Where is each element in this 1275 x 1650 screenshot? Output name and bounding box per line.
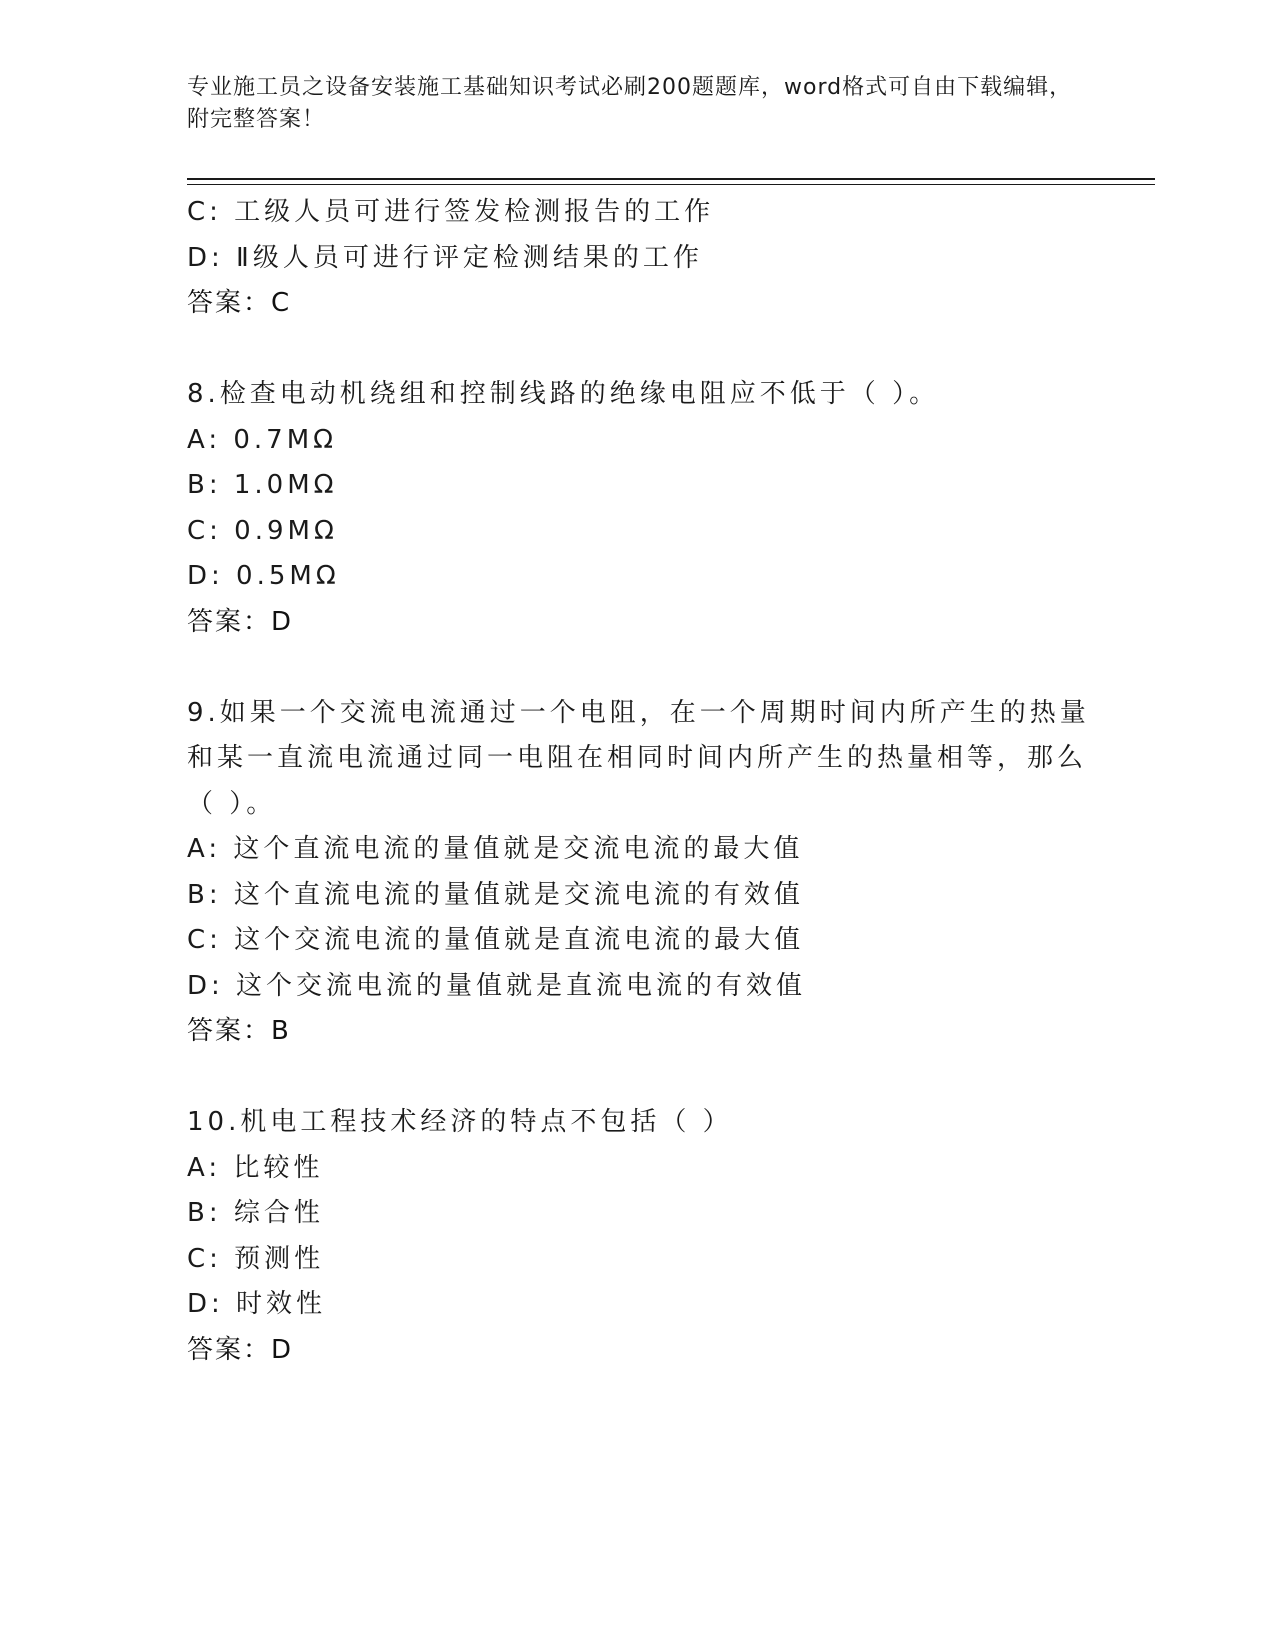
option-b: B: 1.0MΩ — [187, 470, 338, 500]
option-a: A: 0.7MΩ — [187, 424, 338, 455]
spacer — [187, 327, 1067, 373]
option-b: B: 综合性 — [187, 1198, 324, 1228]
option-a: A: 这个直流电流的量值就是交流电流的最大值 — [187, 834, 804, 864]
option-c: C: 0.9MΩ — [187, 515, 338, 546]
option-d: D: 这个交流电流的量值就是直流电流的有效值 — [187, 970, 807, 1001]
option-c: C: 工级人员可进行签发检测报告的工作 — [187, 197, 715, 227]
header-rule-thin — [187, 184, 1155, 185]
document-title: 专业施工员之设备安装施工基础知识考试必刷200题题库，word格式可自由下载编辑，附完整答案！ — [187, 75, 1073, 132]
spacer — [187, 645, 1067, 691]
document-body — [187, 190, 1090, 1373]
question-stem-line-3: （ ）。 — [187, 788, 277, 819]
page-header — [187, 72, 1087, 136]
option-d: D: 时效性 — [187, 1289, 327, 1319]
header-rule-thick — [187, 178, 1155, 180]
question-8 — [187, 372, 1067, 645]
answer-line: 答案：D — [187, 606, 294, 637]
option-c: C: 预测性 — [187, 1243, 325, 1274]
spacer — [187, 1055, 1067, 1101]
question-stem-line-2: 和某一直流电流通过同一电阻在相同时间内所产生的热量相等，那么 — [187, 743, 1088, 773]
option-b: B: 这个直流电流的量值就是交流电流的有效值 — [187, 879, 804, 910]
option-d: D: Ⅱ级人员可进行评定检测结果的工作 — [187, 242, 703, 273]
question-10 — [187, 1100, 1067, 1373]
option-d: D: 0.5MΩ — [187, 561, 340, 591]
carryover-block — [187, 190, 1067, 327]
answer-line: 答案：D — [187, 1334, 294, 1365]
answer-line: 答案：C — [187, 288, 292, 318]
question-stem: 8.检查电动机绕组和控制线路的绝缘电阻应不低于（ ）。 — [187, 379, 940, 409]
option-c: C: 这个交流电流的量值就是直流电流的最大值 — [187, 925, 805, 955]
answer-line: 答案：B — [187, 1016, 291, 1046]
option-a: A: 比较性 — [187, 1152, 324, 1183]
question-stem-line-1: 9.如果一个交流电流通过一个电阻，在一个周期时间内所产生的热量 — [187, 697, 1090, 728]
question-9 — [187, 691, 1090, 1055]
question-stem: 10.机电工程技术经济的特点不包括（ ） — [187, 1107, 733, 1137]
